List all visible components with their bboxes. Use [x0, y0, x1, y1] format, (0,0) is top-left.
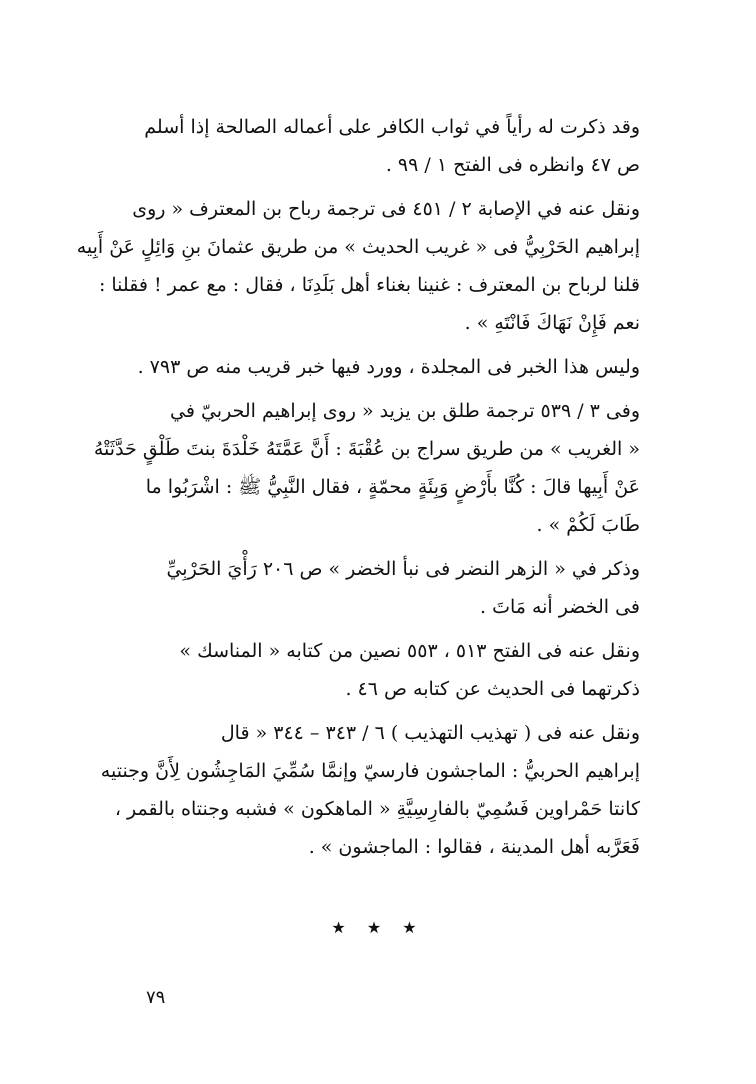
text-line: ونقل عنه في الإصابة ٢ / ٤٥١ فى ترجمة رباح بن المعترف « روى [132, 198, 640, 220]
text-line: فى الخضر أنه مَاتَ . [479, 596, 640, 618]
text-line: ونقل عنه فى الفتح ٥١٣ ، ٥٥٣ نصين من كتابه « المناسك » [179, 640, 640, 662]
text-line: قلنا لرباح بن المعترف : غنينا بغناء أهل بَلَدِنَا ، فقال : مع عمر ! فقلنا : [98, 274, 640, 296]
text-line: كانتا حَمْراوين فَسُمِيّ بالفارِسِيَّةِ « الماهكون » فشبه وجنتاه بالقمر ، [114, 798, 640, 820]
text-line: « الغريب » من طريق سراج بن عُقْبَةَ : أَنَّ عَمَّتَهُ خَلْدَةَ بنتَ طَلْقٍ حَدَّثَتْهُ [93, 438, 640, 460]
text-line: طَابَ لَكُمْ » . [536, 514, 640, 536]
text-line: ص ٤٧ وانظره فى الفتح ١ / ٩٩ . [385, 154, 640, 176]
text-line: وفى ٣ / ٥٣٩ ترجمة طلق بن يزيد « روى إبراهيم الحربيّ في [170, 400, 640, 422]
text-line: وليس هذا الخبر فى المجلدة ، وورد فيها خبر قريب منه ص ٧٩٣ . [137, 356, 640, 378]
section-separator: ★ ★ ★ [331, 918, 425, 937]
text-line: ذكرتهما فى الحديث عن كتابه ص ٤٦ . [345, 678, 640, 700]
page-number: ٧٩ [146, 987, 166, 1008]
text-line: وذكر في « الزهر النضر فى نبأ الخضر » ص ٢٠٦ رَأْيَ الحَرْبِيِّ [166, 558, 640, 580]
text-line: إبراهيم الحَرْبِيُّ فى « غريب الحديث » من طريق عثمانَ بنِ وَائِلٍ عَنْ أَبِيه [76, 236, 640, 258]
text-line: إبراهيم الحربيُّ : الماجشون فارسيّ وإنمَّا سُمِّيَ المَاجِشُون لِأَنَّ وجنتيه [100, 760, 640, 782]
text-line: نعم فَإِنْ نَهَاكَ فَانْتَهِ » . [464, 312, 640, 334]
text-line: ونقل عنه فى ( تهذيب التهذيب ) ٦ / ٣٤٣ – ٣٤٤ « قال [220, 722, 640, 744]
body-text [76, 108, 640, 866]
text-line: عَنْ أَبِيها قالَ : كُنَّا بأَرْضٍ وَبِئَةٍ محمّةٍ ، فقال النَّبِيُّ ﷺ : اشْرَبُوا ما [145, 476, 640, 498]
text-line: فَعَرَّبه أهل المدينة ، فقالوا : الماجشون » . [308, 836, 640, 858]
text-line: وقد ذكرت له رأياً في ثواب الكافر على أعماله الصالحة إذا أسلم [144, 116, 640, 138]
